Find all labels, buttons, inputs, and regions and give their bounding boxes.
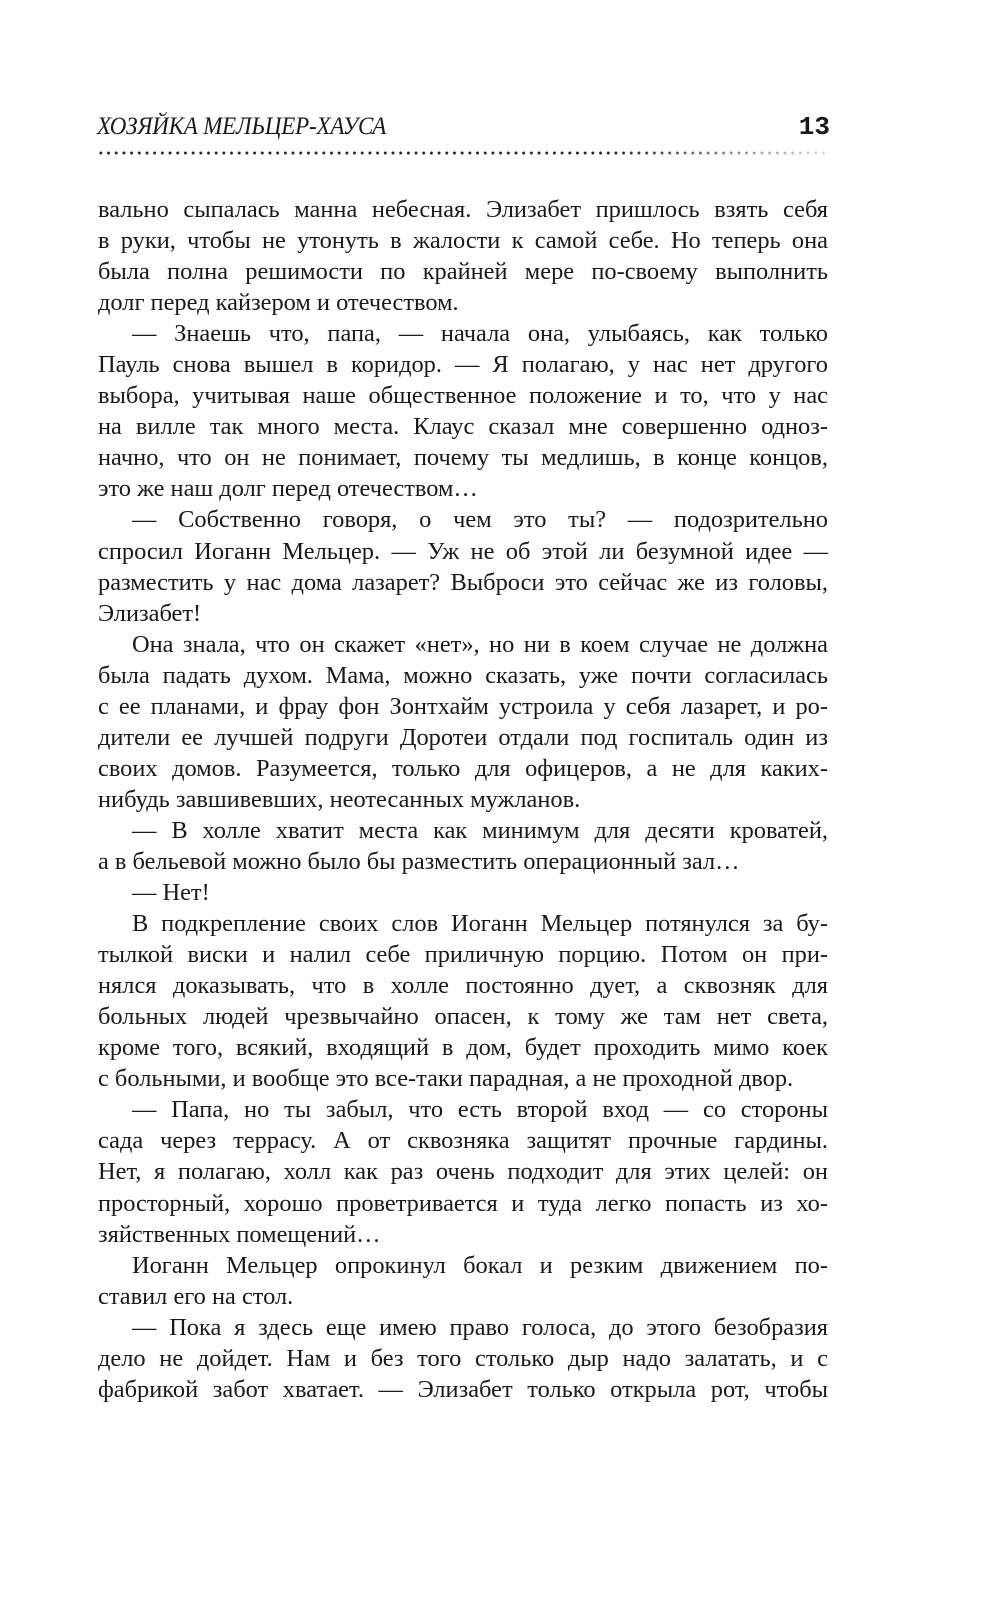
text-line: — Собственно говоря, о чем это ты? — подозрительно: [132, 506, 828, 534]
text-line: — Знаешь что, папа, — начала она, улыбаясь, как только: [132, 320, 828, 348]
text-line: была падать духом. Мама, можно сказать, уже почти согласилась: [98, 661, 828, 689]
text-line: в руки, чтобы не утонуть в жалости к самой себе. Но теперь она: [98, 227, 828, 255]
text-line: вально сыпалась манна небесная. Элизабет пришлось взять себя: [98, 196, 828, 223]
text-line: выбора, учитывая наше общественное положение и то, что у нас: [98, 382, 828, 410]
text-line: с больными, и вообще это все-таки парадная, а не проходной двор.: [98, 1065, 794, 1093]
text-line: Иоганн Мельцер опрокинул бокал и резким движением по-: [132, 1251, 828, 1279]
text-line: была полна решимости по крайней мере по-своему выполнить: [98, 258, 828, 286]
header-dotted-rule: [97, 151, 830, 155]
text-line: нибудь завшивевших, неотесанных мужланов.: [98, 785, 581, 813]
text-line: зяйственных помещений…: [98, 1220, 381, 1248]
text-line: фабрикой забот хватает. — Элизабет только открыла рот, чтобы: [98, 1375, 828, 1403]
text-line: а в бельевой можно было бы разместить операционный зал…: [98, 847, 740, 875]
running-title: ХОЗЯЙКА МЕЛЬЦЕР-ХАУСА: [97, 113, 387, 140]
text-line: Нет, я полагаю, холл как раз очень подходит для этих целей: он: [98, 1158, 828, 1186]
text-line: разместить у нас дома лазарет? Выброси это сейчас же из головы,: [98, 568, 828, 596]
text-line: — Пока я здесь еще имею право голоса, до этого безобразия: [132, 1313, 828, 1341]
text-line: с ее планами, и фрау фон Зонтхайм устроила у себя лазарет, и ро-: [98, 692, 828, 720]
text-line: больных людей чрезвычайно опасен, к тому же там нет света,: [98, 1003, 828, 1031]
body-text: [98, 194, 828, 1405]
text-line: дело не дойдет. Нам и без того столько дыр надо залатать, и с: [98, 1344, 828, 1372]
text-line: тылкой виски и налил себе приличную порцию. Потом он при-: [98, 941, 828, 969]
text-line: Пауль снова вышел в коридор. — Я полагаю, у нас нет другого: [98, 351, 828, 379]
text-line: ставил его на стол.: [98, 1282, 294, 1310]
text-line: просторный, хорошо проветривается и туда легко попасть из хо-: [98, 1189, 828, 1217]
text-line: спросил Иоганн Мельцер. — Уж не об этой ли безумной идее —: [98, 537, 828, 565]
text-line: на вилле так много места. Клаус сказал мне совершенно одноз-: [98, 413, 828, 441]
text-line: В подкрепление своих слов Иоганн Мельцер потянулся за бу-: [132, 910, 828, 938]
text-line: — В холле хватит места как минимум для десяти кроватей,: [132, 816, 828, 844]
text-line: Элизабет!: [98, 599, 202, 627]
page-number: 13: [798, 112, 830, 142]
text-line: нялся доказывать, что в холле постоянно дует, а сквозняк для: [98, 972, 828, 1000]
text-line: кроме того, всякий, входящий в дом, будет проходить мимо коек: [98, 1034, 828, 1062]
text-line: долг перед кайзером и отечеством.: [98, 289, 459, 317]
text-line: Она знала, что он скажет «нет», но ни в коем случае не должна: [132, 630, 828, 658]
text-line: дители ее лучшей подруги Доротеи отдали под госпиталь один из: [98, 723, 828, 751]
text-line: — Папа, но ты забыл, что есть второй вход — со стороны: [132, 1096, 828, 1124]
text-line: начно, что он не понимает, почему ты медлишь, в конце концов,: [98, 444, 828, 472]
running-header: [97, 113, 830, 149]
text-line: сада через террасу. А от сквозняка защитят прочные гардины.: [98, 1127, 828, 1155]
text-line: своих домов. Разумеется, только для офицеров, а не для каких-: [98, 754, 828, 782]
text-line: это же наш долг перед отечеством…: [98, 475, 478, 503]
text-line: — Нет!: [132, 879, 210, 907]
